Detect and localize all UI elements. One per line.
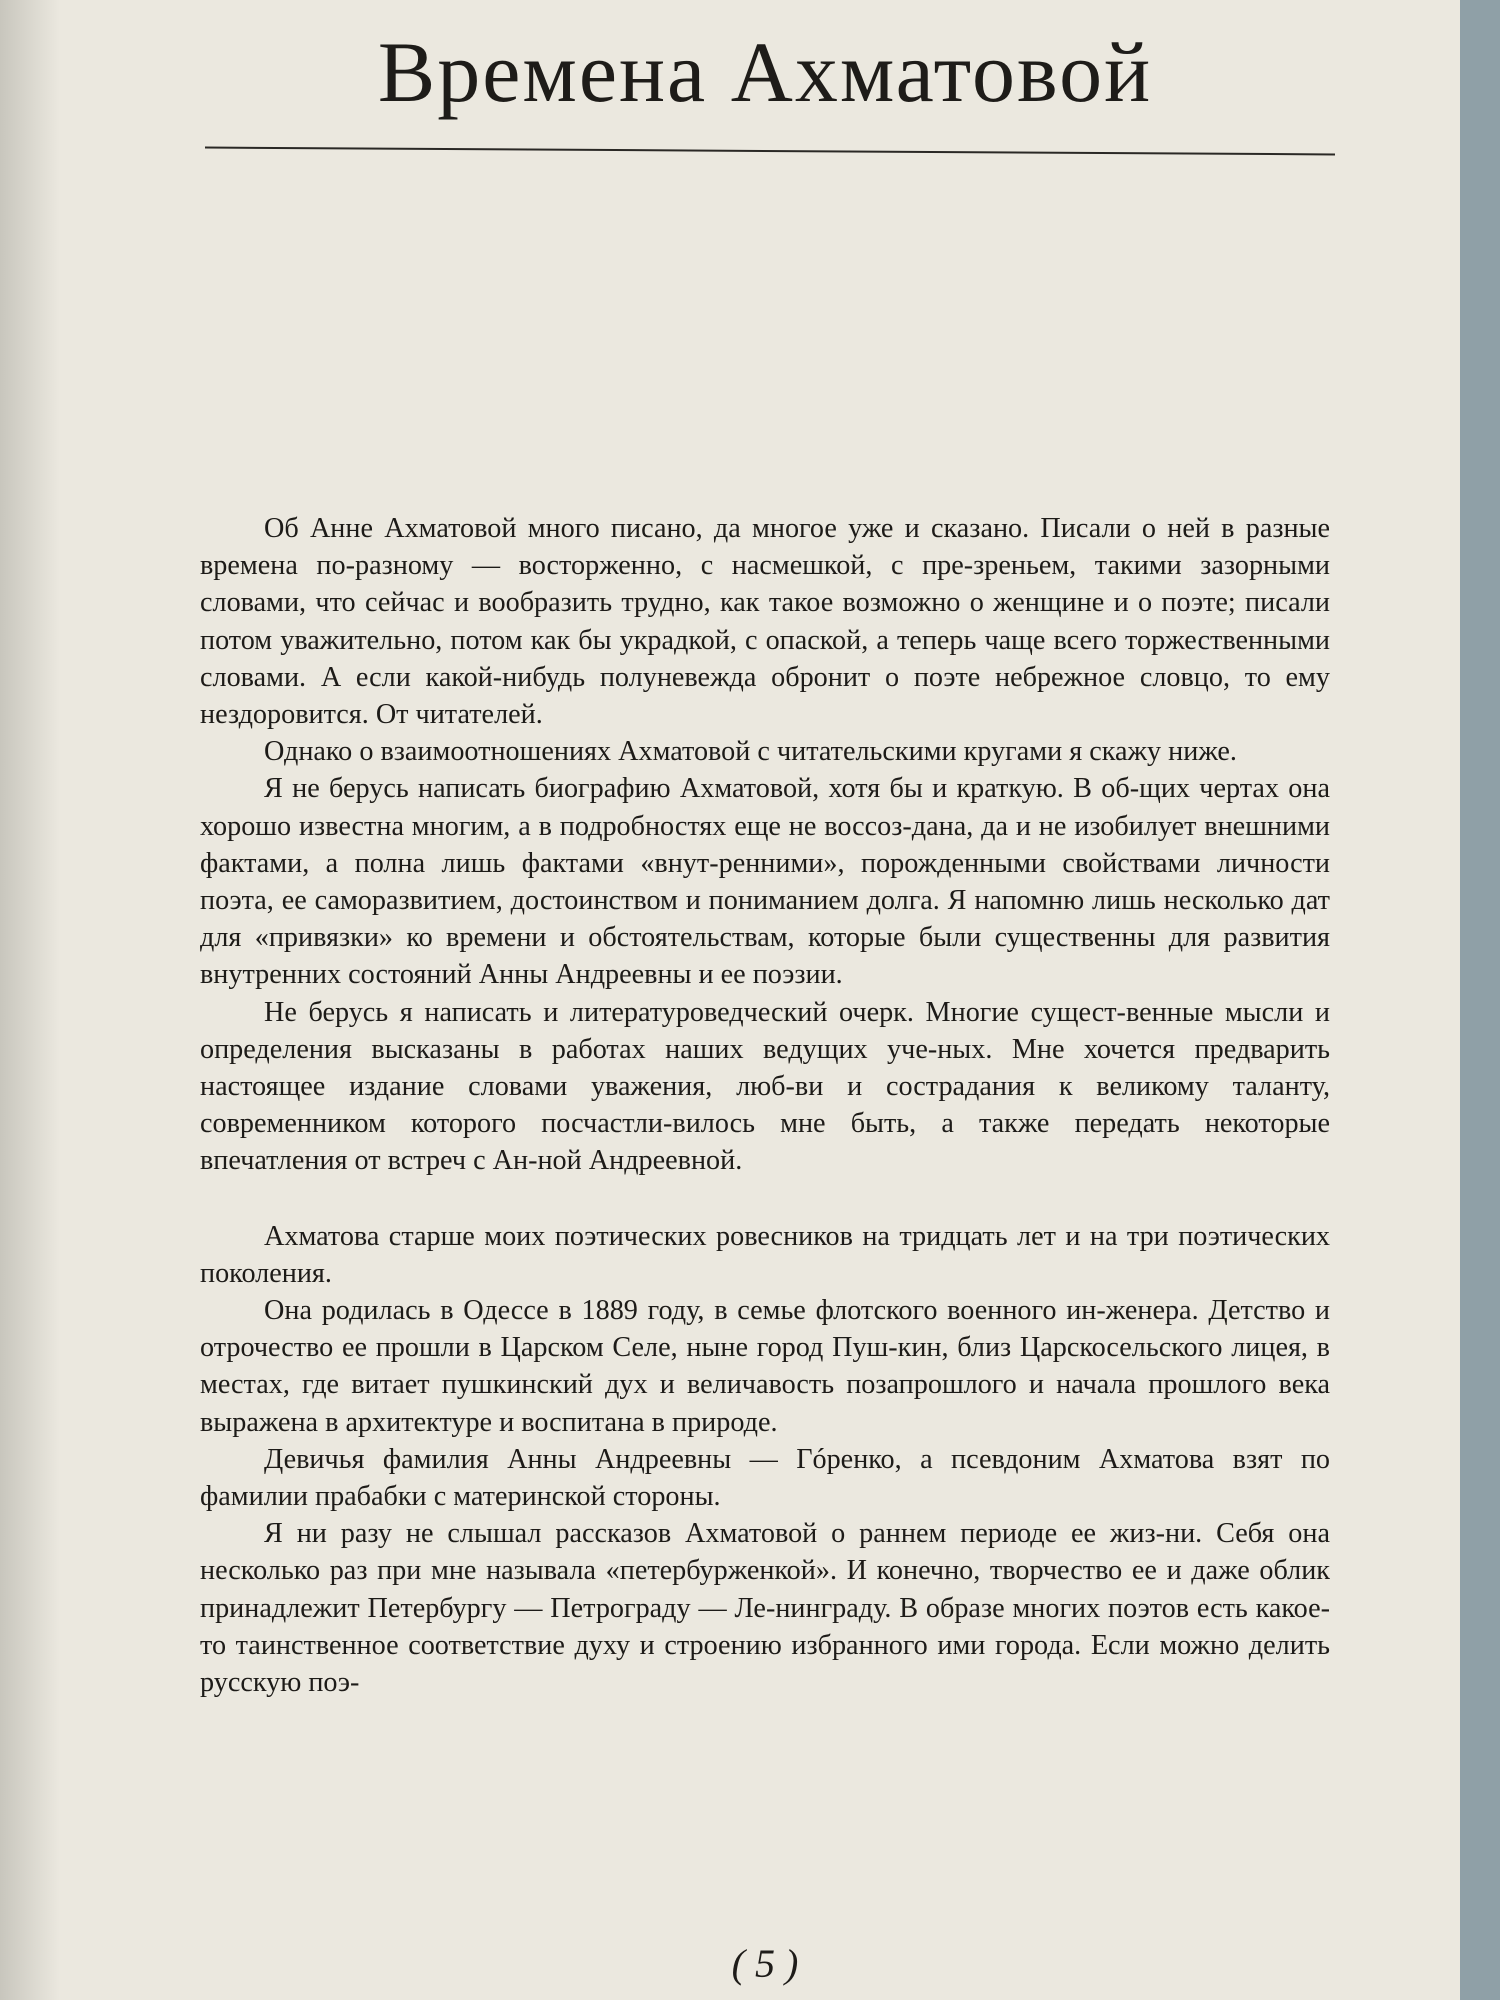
page-number: ( 5 ) xyxy=(731,1941,799,1986)
paragraph: Ахматова старше моих поэтических ровесников на тридцать лет и на три поэтических поколения. xyxy=(200,1220,1330,1289)
paragraph: Не берусь я написать и литературоведческий очерк. Многие сущест-венные мысли и определения высказаны в работах наших ведущих уче-ных. Мне хочется предварить настоящее издание словами уважения, люб-ви и сострадания к великому таланту, современником которого посчастли-вилось мне быть, а также передать некоторые впечатления от встреч с Ан-ной Андреевной. xyxy=(200,996,1330,1177)
section-break xyxy=(200,1180,1330,1218)
paragraph: Я ни разу не слышал рассказов Ахматовой о раннем периоде ее жиз-ни. Себя она несколько раз при мне называла «петербурженкой». И конечно, творчество ее и даже облик принадлежит Петербургу — Петрограду — Ле-нинграду. В образе многих поэтов есть какое-то таинственное соответствие духу и строению избранного ими города. Если можно делить русскую поэ- xyxy=(200,1518,1330,1699)
paragraph: Об Анне Ахматовой много писано, да многое уже и сказано. Писали о ней в разные времена по-разному — восторженно, с насмешкой, с пре-зреньем, такими зазорными словами, что сейчас и вообразить трудно, как такое возможно о женщине и о поэте; писали потом уважительно, потом как бы украдкой, с опаской, а теперь чаще всего торжественными словами. А если какой-нибудь полуневежда обронит о поэте небрежное словцо, то ему нездоровится. От читателей. xyxy=(200,513,1330,731)
title-underline xyxy=(205,147,1335,156)
paragraph: Она родилась в Одессе в 1889 году, в семье флотского военного ин-женера. Детство и отрочество ее прошли в Царском Селе, ныне город Пуш-кин, близ Царскосельского лицея, в местах, где витает пушкинский дух и величавость позапрошлого и начала прошлого века выражена в архитектуре и воспитана в природе. xyxy=(200,1295,1330,1438)
paragraph: Я не берусь написать биографию Ахматовой, хотя бы и краткую. В об-щих чертах она хорошо известна многим, а в подробностях еще не воссоз-дана, да и не изобилует внешними фактами, а полна лишь фактами «внут-ренними», порожденными свойствами личности поэта, ее саморазвитием, достоинством и пониманием долга. Я напомню лишь несколько дат для «привязки» ко времени и обстоятельствам, которые были существенны для развития внутренних состояний Анны Андреевны и ее поэзии. xyxy=(200,773,1330,991)
chapter-title: Времена Ахматовой xyxy=(377,24,1153,120)
body-text xyxy=(200,510,1330,1701)
background-edge xyxy=(1460,0,1500,2000)
paragraph: Однако о взаимоотношениях Ахматовой с читательскими кругами я скажу ниже. xyxy=(264,736,1237,768)
paragraph: Девичья фамилия Анны Андреевны — Гóренко, а псевдоним Ахматова взят по фамилии прабабки с материнской стороны. xyxy=(200,1443,1330,1513)
